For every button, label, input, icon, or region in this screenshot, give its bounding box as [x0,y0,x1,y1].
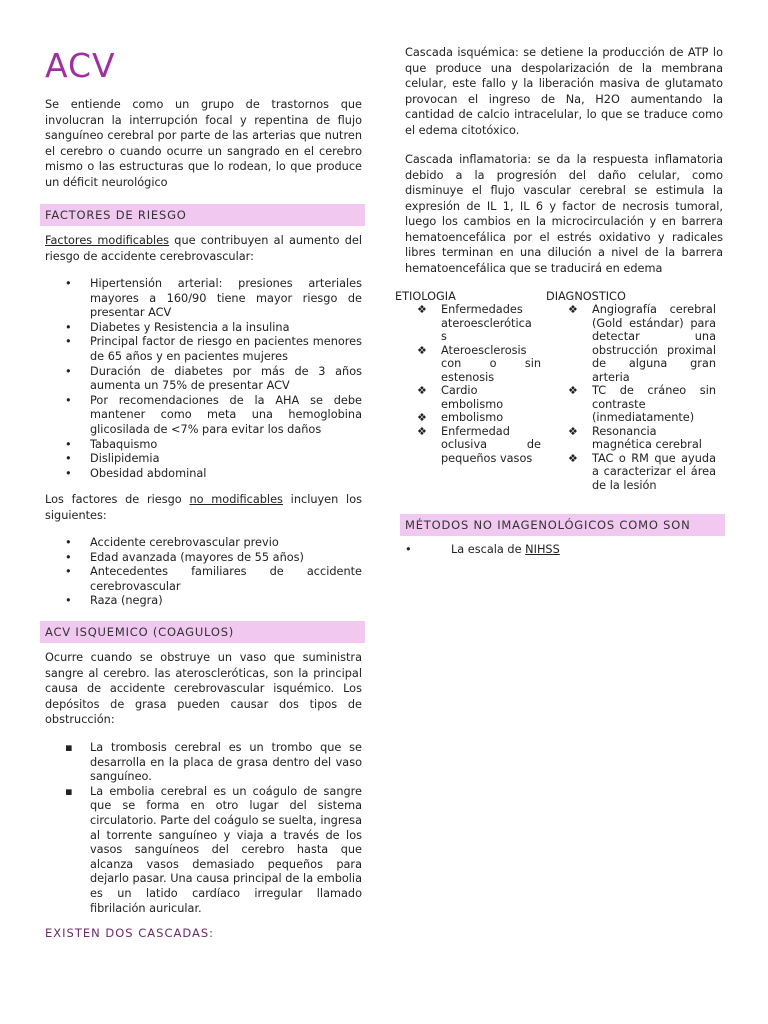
list-item [45,335,362,364]
list-item-text: TAC o RM que ayuda a caracterizar el área de la lesión [592,451,716,492]
nonmodifiable-list [45,536,362,609]
list-item [45,741,362,785]
modifiable-link[interactable]: Factores modificables [45,234,170,247]
list-item [395,425,541,466]
diagnostico-section [546,290,722,492]
list-item-text: Accidente cerebrovascular previo [90,536,279,549]
list-item-text: Resonancia magnética cerebral [592,424,702,451]
metodos-heading [400,514,725,536]
bullet-icon: • [65,550,72,564]
bullet-icon: • [65,437,72,451]
diamond-bullet-icon: ❖ [417,343,427,357]
modifiable-intro-text: que contribuyen al aumento del riesgo de accidente cerebrovascular: [45,234,362,263]
risk-factors-heading-text: FACTORES DE RIESGO [45,208,187,222]
diamond-bullet-icon: ❖ [417,303,427,316]
bullet-icon: • [405,543,412,556]
list-item [45,394,362,438]
ischemic-heading [40,621,365,643]
nonmodifiable-intro-post: incluyen los siguientes: [45,493,362,522]
square-bullet-icon: ▪ [65,741,73,754]
metodos-item-pre: La escala de [451,543,526,556]
list-item [546,452,716,493]
list-item [395,411,541,425]
list-item [45,452,362,467]
bullet-icon: • [65,277,72,290]
list-item-text: La trombosis cerebral es un trombo que se desarrolla en la placa de grasa dentro del vaso sanguíneo. [90,741,362,784]
list-item-text: Ateroesclerosis con o sin estenosis [441,343,541,384]
list-item [395,303,541,344]
list-item-text: Principal factor de riesgo en pacientes menores de 65 años y en pacientes mujeres [90,335,362,363]
bullet-icon: • [65,565,72,579]
obstruction-list [45,741,362,916]
list-item [45,536,362,551]
diamond-bullet-icon: ❖ [568,384,578,397]
nonmodifiable-intro [45,492,362,523]
list-item [45,594,362,609]
list-item [45,785,362,916]
list-item-text: Raza (negra) [90,594,163,608]
list-item-text: Cardio embolismo [441,384,504,411]
list-item [45,551,362,566]
list-item [45,277,362,321]
bullet-icon: • [65,594,72,608]
list-item-text: La embolia cerebral es un coágulo de sangre que se forma en otro lugar del sistema circulatorio. Parte del coágulo se suelta, ingresa al torrente sanguíneo y viaja a través de los vasos sanguíneos del cerebro hasta que alcanza vasos demasiado pequeños para dejarlo pasar. Una causa principal de la embolia es un latido cardíaco irregular llamado fibrilación auricular. [90,784,362,915]
list-item-text: Enfermedades ateroesclerótica s [441,303,532,343]
nonmodifiable-link[interactable]: no modificables [189,493,283,506]
list-item-text: Por recomendaciones de la AHA se debe mantener como meta una hemoglobina glicosilada de <7% para evitar los daños [90,393,362,436]
bullet-icon: • [65,466,72,480]
list-item [45,438,362,453]
list-item-text: Antecedentes familiares de accidente cerebrovascular [90,565,362,593]
page-title: ACV [45,46,116,85]
risk-factors-heading [40,204,365,226]
diamond-bullet-icon: ❖ [417,424,427,438]
list-item-text: Edad avanzada (mayores de 55 años) [90,550,304,564]
bullet-icon: • [65,393,72,407]
nonmodifiable-intro-pre: Los factores de riesgo [45,493,190,506]
list-item-text: Dislipidemia [90,452,160,466]
modifiable-list [45,277,362,481]
list-item [45,321,362,336]
list-item [546,303,716,384]
list-item-text: TC de cráneo sin contraste (inmediatamente) [592,384,716,424]
list-item [45,565,362,594]
list-item [546,384,716,425]
intro-paragraph: Se entiende como un grupo de trastornos que involucran la interrupción focal y repentina de flujo sanguíneo cerebral por parte de las arterias que nutren el cerebro o cuando ocurre un sangrado en el cerebro mismo o las estructuras que lo rodean, lo que produce un déficit neurológico [45,98,362,189]
list-item-text: Tabaquismo [90,437,158,451]
list-item [546,425,716,452]
diagnostico-list [546,303,716,492]
diamond-bullet-icon: ❖ [568,303,578,316]
modifiable-intro [45,233,362,264]
list-item-text: Angiografía cerebral (Gold estándar) para detectar una obstrucción proximal de alguna gran arteria [592,303,716,384]
list-item-text: Diabetes y Resistencia a la insulina [90,320,290,334]
etiologia-list [395,303,541,465]
etiologia-section [395,290,545,465]
ischemic-paragraph: Ocurre cuando se obstruye un vaso que suministra sangre al cerebro. las ateroscleróticas, son la principal causa de accidente cerebrovascular isquémico. Los depósitos de grasa pueden causar dos tipos de obstrucción: [45,651,362,726]
diamond-bullet-icon: ❖ [417,384,427,397]
inflammatory-cascade-paragraph: Cascada inflamatoria: se da la respuesta inflamatoria debido a la progresión del daño celular, como disminuye el flujo vascular cerebral se estimula la expresión de IL 1, IL 6 y factor de necrosis tumoral, luego los cambios en la microcirculación y en barrera hematoencefálica por el estrés oxidativo y radicales libres terminan en una dilución a nivel de la barrera hematoencefálica que se traducirá en edema [405,153,723,275]
cascades-subheading: EXISTEN DOS CASCADAS: [45,926,215,940]
metodos-heading-text: MÉTODOS NO IMAGENOLÓGICOS COMO SON [405,518,691,532]
list-item-text: Enfermedad oclusiva de pequeños vasos [441,424,541,465]
diamond-bullet-icon: ❖ [568,451,578,465]
diamond-bullet-icon: ❖ [417,411,427,424]
list-item [395,384,541,411]
list-item-text: embolismo [441,411,504,424]
list-item-text: Obesidad abdominal [90,466,207,480]
bullet-icon: • [65,335,72,349]
list-item [45,467,362,482]
bullet-icon: • [65,320,72,334]
ischemic-cascade-paragraph: Cascada isquémica: se detiene la producción de ATP lo que produce una despolarización de la membrana celular, este fallo y la liberación masiva de glutamato provocan el ingreso de Na, H2O aumentando la cantidad de calcio intracelular, lo que se traduce como el edema citotóxico. [405,46,723,137]
square-bullet-icon: ▪ [65,784,73,798]
ischemic-heading-text: ACV ISQUEMICO (COAGULOS) [45,625,235,639]
list-item-text: Hipertensión arterial: presiones arteriales mayores a 160/90 tiene mayor riesgo de presentar ACV [90,277,362,320]
bullet-icon: • [65,452,72,466]
bullet-icon: • [65,536,72,549]
list-item [395,344,541,385]
list-item [45,365,362,394]
etiologia-heading: ETIOLOGIA [395,290,456,303]
bullet-icon: • [65,364,72,378]
list-item-text: Duración de diabetes por más de 3 años aumenta un 75% de presentar ACV [90,364,362,393]
metodos-item-text [451,543,560,556]
nihss-link[interactable]: NIHSS [525,543,560,556]
diagnostico-heading: DIAGNOSTICO [546,290,626,303]
diamond-bullet-icon: ❖ [568,424,578,438]
